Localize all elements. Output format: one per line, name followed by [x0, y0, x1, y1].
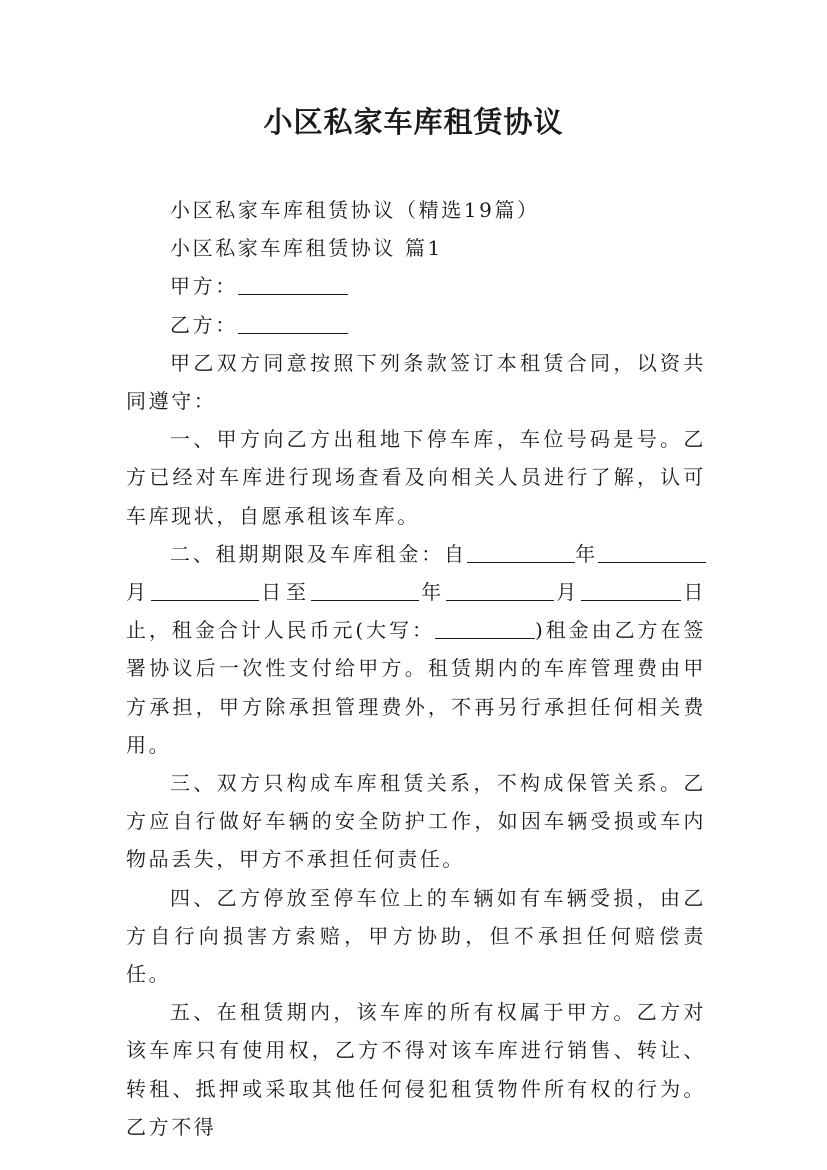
month-label: 月	[126, 580, 151, 605]
end-year-label: 年	[418, 580, 446, 605]
end-day-blank	[581, 576, 681, 601]
intro-paragraph: 甲乙双方同意按照下列条款签订本租赁合同，以资共同遵守：	[126, 350, 706, 414]
subtitle-line: 小区私家车库租赁协议（精选19篇）	[170, 198, 540, 222]
day-to-label: 日至	[258, 580, 311, 605]
clause-4: 四、乙方停放至停车位上的车辆如有车辆受损，由乙方自行向损害方索赔，甲方协助，但不承担任何赔偿责任。	[126, 885, 706, 987]
section-heading: 小区私家车库租赁协议 篇1	[170, 236, 443, 261]
document-title: 小区私家车库租赁协议	[263, 105, 564, 139]
party-b-line	[126, 306, 706, 344]
party-b-label: 乙方：	[170, 312, 238, 337]
end-month-label: 月	[554, 580, 582, 605]
start-month-blank	[598, 538, 706, 563]
amount-words-blank	[435, 614, 535, 639]
day-end-label: 日止，租金合计人民币元(大写：	[126, 580, 706, 643]
party-a-blank	[238, 270, 348, 295]
party-b-blank	[238, 309, 348, 334]
clause-5: 五、在租赁期内，该车库的所有权属于甲方。乙方对该车库只有使用权，乙方不得对该车库进行销售、转让、转租、抵押或采取其他任何侵犯租赁物件所有权的行为。乙方不得	[126, 1000, 706, 1139]
clause-1: 一、甲方向乙方出租地下停车库，车位号码是号。乙方已经对车库进行现场查看及向相关人员进行了解，认可车库现状，自愿承租该车库。	[126, 427, 706, 528]
year-label: 年	[574, 541, 598, 566]
party-a-line	[126, 267, 706, 305]
party-a-label: 甲方：	[170, 274, 238, 299]
end-year-blank	[311, 576, 419, 601]
end-month-blank	[446, 576, 554, 601]
start-day-blank	[151, 576, 259, 601]
start-year-blank	[467, 538, 575, 563]
clause-3: 三、双方只构成车库租赁关系，不构成保管关系。乙方应自行做好车辆的安全防护工作，如因车辆受损或车内物品丢失，甲方不承担任何责任。	[126, 771, 706, 872]
clause-2-rest: )租金由乙方在签署协议后一次性支付给甲方。租赁期内的车库管理费由甲方承担，甲方除承担管理费外，不再另行承担任何相关费用。	[126, 618, 706, 757]
clause-2-lead: 二、租期期限及车库租金：自	[170, 541, 467, 566]
document-body	[126, 191, 706, 1146]
clause-2	[126, 535, 706, 764]
